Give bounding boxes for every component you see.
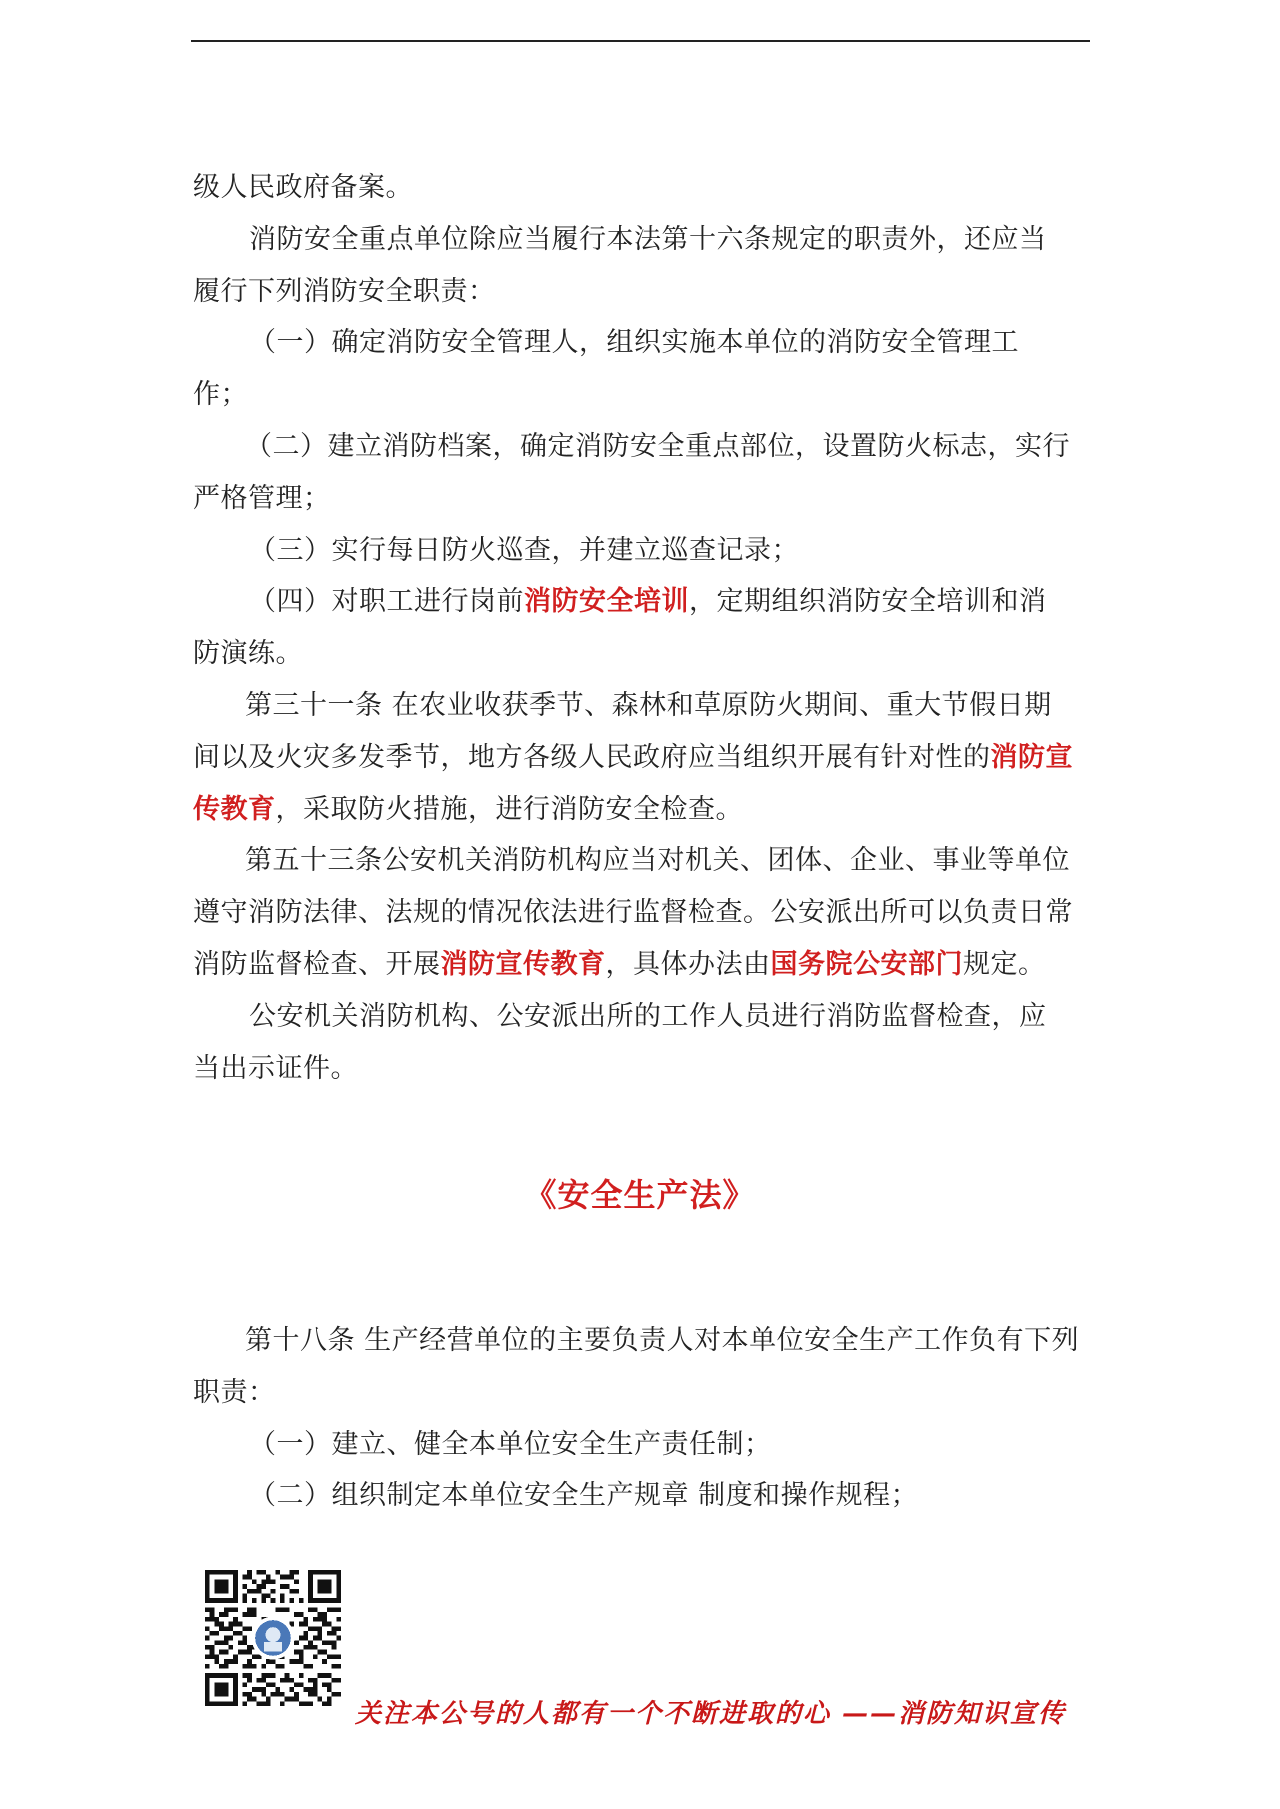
highlight-fire-education: 消防宣传教育 [193, 741, 1073, 825]
paragraph-show-credentials: 公安机关消防机构、公安派出所的工作人员进行消防监督检查，应当出示证件。 [193, 1000, 1047, 1084]
duty-item-2: （二）建立消防档案，确定消防安全重点部位，设置防火标志，实行严格管理； [193, 430, 1070, 514]
qr-code [205, 1570, 341, 1706]
footer-slogan: 关注本公号的人都有一个不断进取的心 ——消防知识宣传 [355, 1699, 1067, 1729]
paragraph-filing: 级人民政府备案。 [193, 172, 413, 203]
paragraph-key-units: 消防安全重点单位除应当履行本法第十六条规定的职责外，还应当履行下列消防安全职责： [193, 223, 1047, 307]
highlight-fire-education-2: 消防宣传教育 [440, 948, 606, 980]
article-18: 第十八条 生产经营单位的主要负责人对本单位安全生产工作负有下列职责： [193, 1325, 1080, 1408]
highlight-fire-safety-training: 消防安全培训 [524, 586, 689, 618]
duty-item-4 [193, 576, 1073, 680]
duty-item-4-text-a: （四）对职工进行岗前 [249, 586, 524, 618]
article-53-text-a: 第五十三条公安机关消防机构应当对机关、团体、企业、事业等单位遵守消防法律、法规的情况依法进行监督检查。公安派出所可以负责日常消防监督检查、开展 [193, 845, 1073, 980]
fire-law-text [193, 162, 1073, 1094]
qr-center-logo-icon [251, 1616, 294, 1659]
highlight-state-council-dept: 国务院公安部门 [770, 948, 963, 980]
article-53-text-b: ，具体办法由 [605, 948, 771, 980]
top-rule [191, 40, 1090, 42]
article-31-text-b: ，采取防火措施，进行消防安全检查。 [275, 793, 743, 825]
safety-law-text [193, 1315, 1083, 1522]
article-31 [193, 680, 1073, 835]
safety-duty-item-1: （一）建立、健全本单位安全生产责任制； [249, 1428, 772, 1460]
duty-item-4-text-b: ，定期组织消防安全培训和消防演练。 [193, 586, 1047, 670]
article-53 [193, 835, 1073, 990]
duty-item-3: （三）实行每日防火巡查，并建立巡查记录； [249, 534, 799, 566]
duty-item-1: （一）确定消防安全管理人，组织实施本单位的消防安全管理工作； [193, 327, 1019, 411]
article-53-text-c: 规定。 [963, 948, 1046, 980]
safety-duty-item-2: （二）组织制定本单位安全生产规章 制度和操作规程； [249, 1480, 919, 1512]
article-31-text-a: 第三十一条 在农业收获季节、森林和草原防火期间、重大节假日期间以及火灾多发季节，地方各级人民政府应当组织开展有针对性的 [193, 689, 1052, 773]
safety-law-title: 《安全生产法》 [524, 1176, 756, 1214]
